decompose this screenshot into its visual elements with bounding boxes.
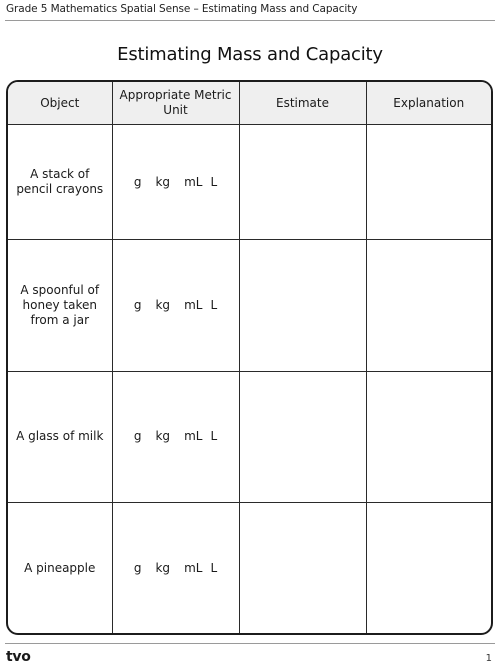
unit-option[interactable]: mL — [184, 298, 203, 313]
unit-option[interactable]: kg — [155, 174, 171, 189]
unit-option[interactable]: g — [133, 429, 142, 444]
running-head: Grade 5 Mathematics Spatial Sense – Estimating Mass and Capacity — [6, 3, 358, 15]
column-header-object: Object — [8, 82, 112, 125]
explanation-cell[interactable] — [366, 503, 491, 633]
worksheet-table-frame — [6, 80, 493, 635]
object-cell: A stack of pencil crayons — [8, 125, 112, 240]
object-cell: A spoonful of honey taken from a jar — [8, 240, 112, 371]
unit-option[interactable]: kg — [155, 560, 171, 575]
column-header-explanation: Explanation — [366, 82, 491, 125]
page-title: Estimating Mass and Capacity — [117, 44, 383, 65]
unit-option[interactable]: L — [210, 174, 218, 189]
unit-cell — [112, 371, 239, 502]
unit-cell — [112, 125, 239, 240]
table-row — [8, 125, 491, 240]
header-divider — [5, 20, 495, 21]
estimate-cell[interactable] — [239, 371, 366, 502]
estimate-cell[interactable] — [239, 240, 366, 371]
table-header-row — [8, 82, 491, 125]
explanation-cell[interactable] — [366, 240, 491, 371]
object-cell: A pineapple — [8, 503, 112, 633]
unit-option[interactable]: g — [133, 174, 142, 189]
unit-cell — [112, 503, 239, 633]
column-header-unit: Appropriate Metric Unit — [112, 82, 239, 125]
unit-options — [134, 561, 217, 576]
unit-cell — [112, 240, 239, 371]
estimate-cell[interactable] — [239, 125, 366, 240]
unit-option[interactable]: mL — [184, 174, 203, 189]
footer-divider — [5, 643, 495, 644]
explanation-cell[interactable] — [366, 371, 491, 502]
page-number: 1 — [485, 653, 492, 664]
unit-option[interactable]: kg — [155, 298, 171, 313]
unit-option[interactable]: mL — [184, 560, 203, 575]
table-row — [8, 240, 491, 371]
unit-option[interactable]: mL — [184, 429, 203, 444]
unit-option[interactable]: L — [210, 298, 218, 313]
unit-option[interactable]: L — [210, 560, 218, 575]
unit-option[interactable]: g — [133, 560, 142, 575]
brand-logo: tvo — [6, 649, 31, 665]
table-row — [8, 503, 491, 633]
column-header-estimate: Estimate — [239, 82, 366, 125]
unit-options — [134, 298, 217, 313]
unit-option[interactable]: L — [210, 429, 218, 444]
estimation-table — [8, 82, 491, 633]
estimate-cell[interactable] — [239, 503, 366, 633]
unit-options — [134, 175, 217, 190]
unit-options — [134, 429, 217, 444]
unit-option[interactable]: g — [133, 298, 142, 313]
table-row — [8, 371, 491, 502]
unit-option[interactable]: kg — [155, 429, 171, 444]
explanation-cell[interactable] — [366, 125, 491, 240]
object-cell: A glass of milk — [8, 371, 112, 502]
